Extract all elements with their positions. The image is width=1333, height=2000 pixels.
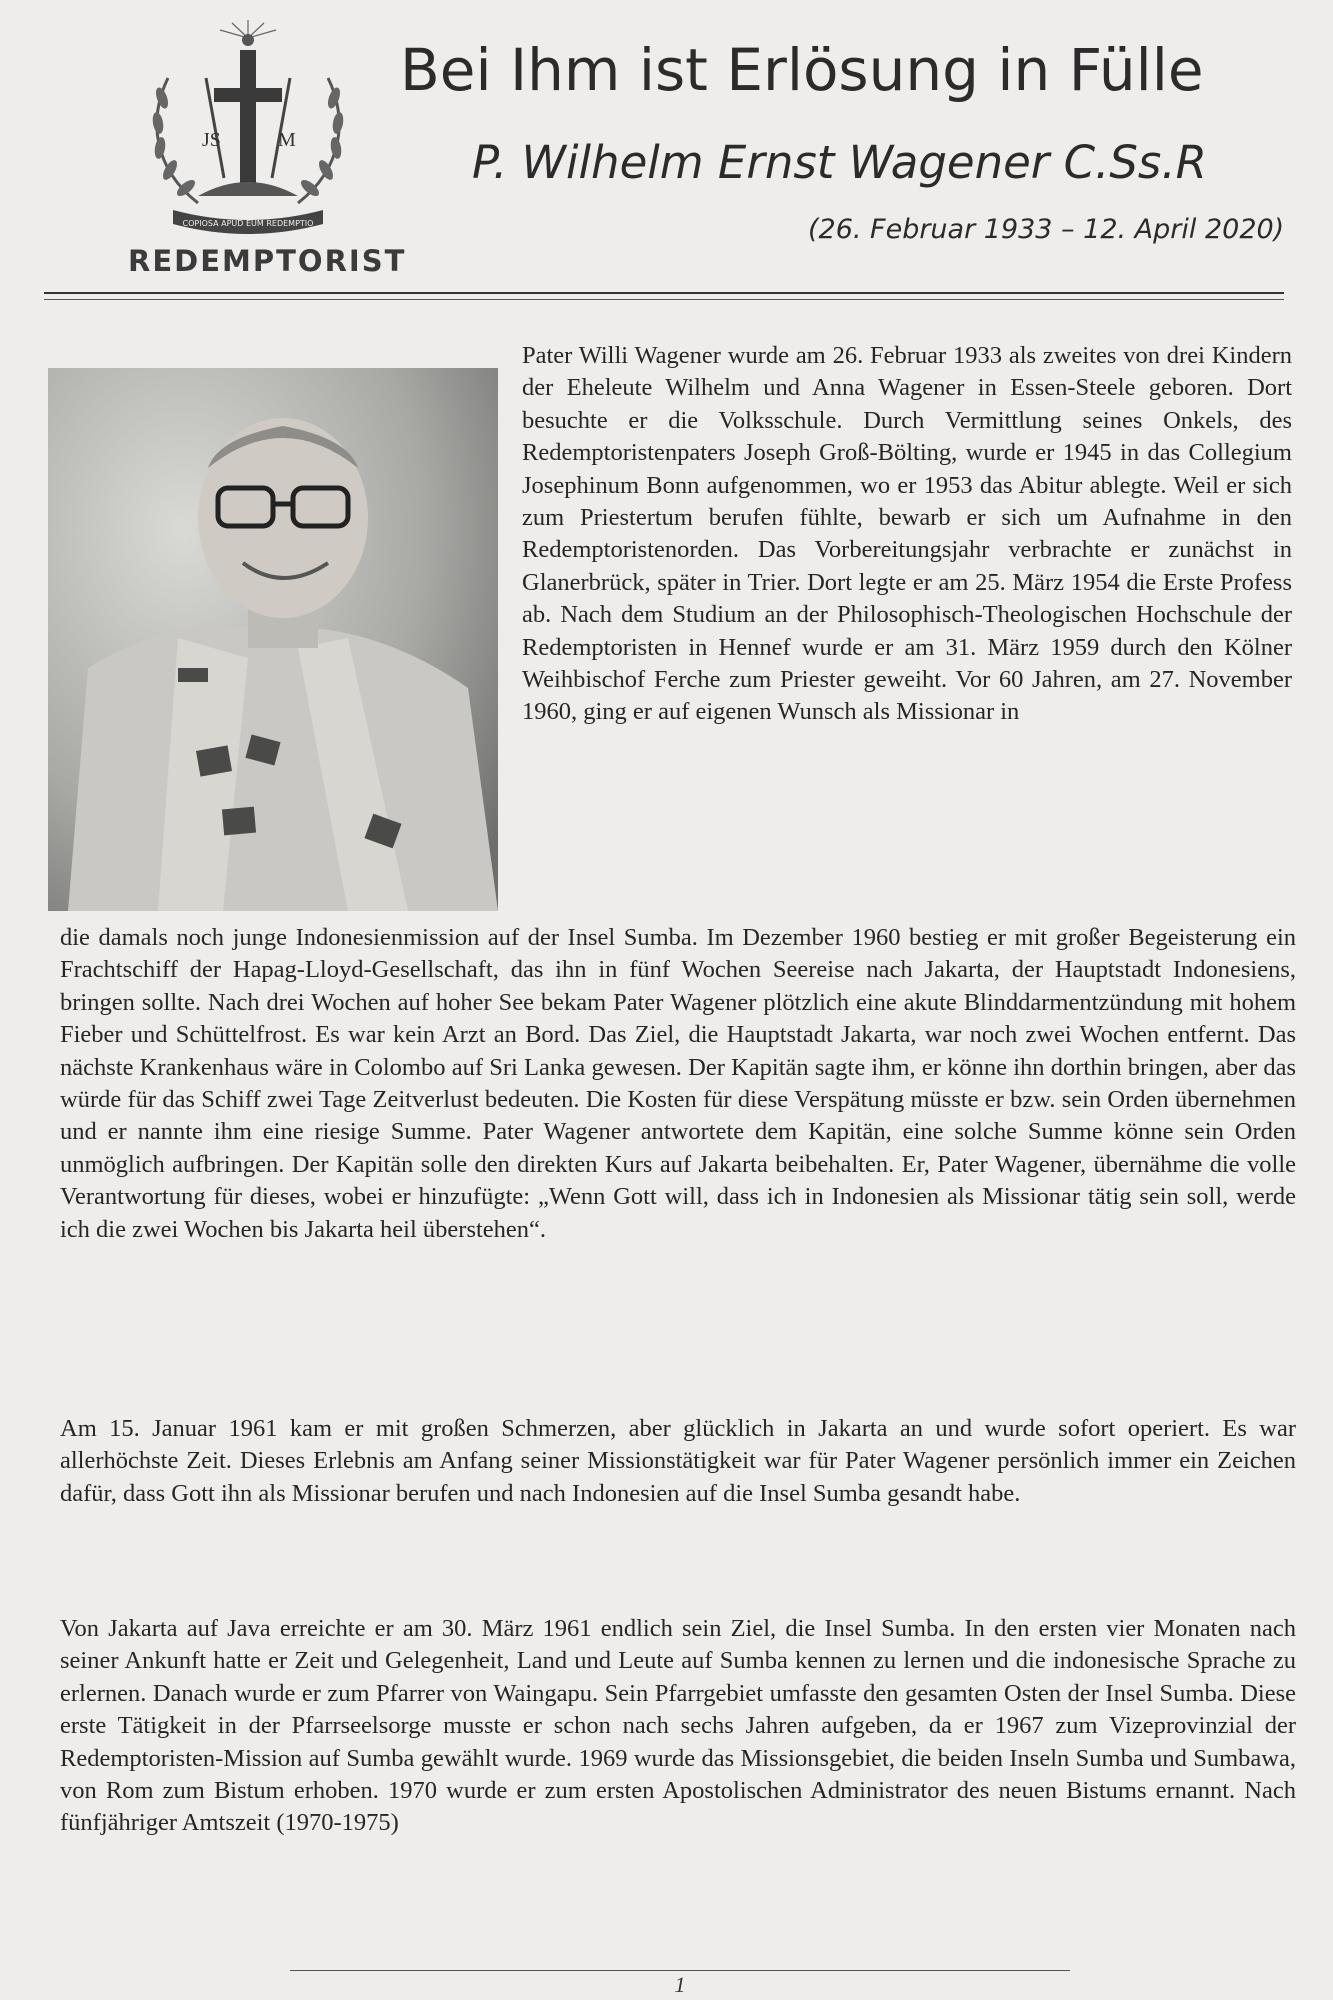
page-title: Bei Ihm ist Erlösung in Fülle	[400, 36, 1204, 104]
portrait-photo	[48, 368, 498, 911]
svg-text:JS: JS	[202, 129, 221, 151]
paragraph-sumba: Von Jakarta auf Java erreichte er am 30. März 1961 endlich sein Ziel, die Insel Sumba. In den ersten vier Monaten nach seiner Ankunft hatte er Zeit und Gelegenheit, Land und Leute auf Sumba kennen zu lernen und die indonesische Sprache zu erlernen. Danach wurde er zum Pfarrer von Waingapu. Sein Pfarrgebiet umfasste den gesamten Osten der Insel Sumba. Diese erste Tätigkeit in der Pfarrseelsorge musste er schon nach sechs Jahren aufgeben, da er 1967 zum Vizeprovinzial der Redemptoristen-Mission auf Sumba gewählt wurde. 1969 wurde das Missionsgebiet, die beiden Inseln Sumba und Sumbawa, von Rom zum Bistum erhoben. 1970 wurde er zum ersten Apostolischen Administrator des neuen Bistums ernannt. Nach fünfjähriger Amtszeit (1970-1975)	[60, 1615, 1296, 1837]
cross-emblem-icon	[128, 18, 368, 238]
svg-text:COPIOSA APUD EUM REDEMPTIO: COPIOSA APUD EUM REDEMPTIO	[182, 219, 314, 228]
svg-text:M: M	[278, 129, 296, 151]
header-divider	[44, 292, 1284, 294]
logo-wordmark: REDEMPTORIST	[128, 244, 407, 278]
redemptorist-logo	[128, 18, 407, 278]
paragraph-voyage: die damals noch junge Indonesienmission auf der Insel Sumba. Im Dezember 1960 bestieg er mit großer Begeisterung ein Frachtschiff der Hapag-Lloyd-Gesellschaft, das ihn in fünf Wochen Seereise nach Jakarta, der Hauptstadt Indonesiens, bringen sollte. Nach drei Wochen auf hoher See bekam Pater Wagener plötzlich eine akute Blinddarmentzündung mit hohem Fieber und Schüttelfrost. Es war kein Arzt an Bord. Das Ziel, die Hauptstadt Jakarta, war noch zwei Wochen entfernt. Das nächste Krankenhaus wäre in Colombo auf Sri Lanka gewesen. Der Kapitän sagte ihm, er könne ihn dorthin bringen, aber das würde für das Schiff zwei Tage Zeitverlust bedeuten. Die Kosten für diese Verspätung müsste er bzw. sein Orden übernehmen und er nannte ihm eine riesige Summe. Pater Wagener antwortete dem Kapitän, eine solche Summe könne sein Orden unmöglich aufbringen. Der Kapitän solle den direkten Kurs auf Jakarta beibehalten. Er, Pater Wagener, übernähme die volle Verantwortung für dieses, wobei er hinzufügte: „Wenn Gott will, dass ich in Indonesien als Missionar tätig sein soll, werde ich die zwei Wochen bis Jakarta heil überstehen“.	[60, 924, 1296, 1243]
portrait-image	[48, 368, 498, 911]
page-subtitle: P. Wilhelm Ernst Wagener C.Ss.R	[472, 136, 1207, 189]
page-number: 1	[674, 1972, 686, 1997]
life-dates: (26. Februar 1933 – 12. April 2020)	[808, 214, 1285, 245]
footer-divider	[290, 1970, 1070, 1971]
paragraph-intro: Pater Willi Wagener wurde am 26. Februar 1933 als zweites von drei Kindern der Eheleute Wilhelm und Anna Wagener in Essen-Steele geboren. Dort besuchte er die Volksschule. Durch Vermittlung seines Onkels, des Redemptoristenpaters Joseph Groß-Bölting, wurde er 1945 in das Collegium Josephinum Bonn aufgenommen, wo er 1953 das Abitur ablegte. Weil er sich zum Priestertum berufen fühlte, bewarb er sich um Aufnahme in den Redemptoristenorden. Das Vorbereitungsjahr verbrachte er zunächst in Glanerbrück, später in Trier. Dort legte er am 25. März 1954 die Erste Profess ab. Nach dem Studium an der Philosophisch-Theologischen Hochschule der Redemptoristen in Hennef wurde er am 31. März 1959 durch den Kölner Weihbischof Ferche zum Priester geweiht. Vor 60 Jahren, am 27. November 1960, ging er auf eigenen Wunsch als Missionar in	[522, 342, 1292, 726]
header-divider-thin	[44, 299, 1284, 300]
paragraph-arrival: Am 15. Januar 1961 kam er mit großen Schmerzen, aber glücklich in Jakarta an und wurde sofort operiert. Es war allerhöchste Zeit. Dieses Erlebnis am Anfang seiner Missionstätigkeit war für Pater Wagener persönlich immer ein Zeichen dafür, dass Gott ihn als Missionar berufen und nach Indonesien auf die Insel Sumba gesandt habe.	[60, 1415, 1296, 1507]
